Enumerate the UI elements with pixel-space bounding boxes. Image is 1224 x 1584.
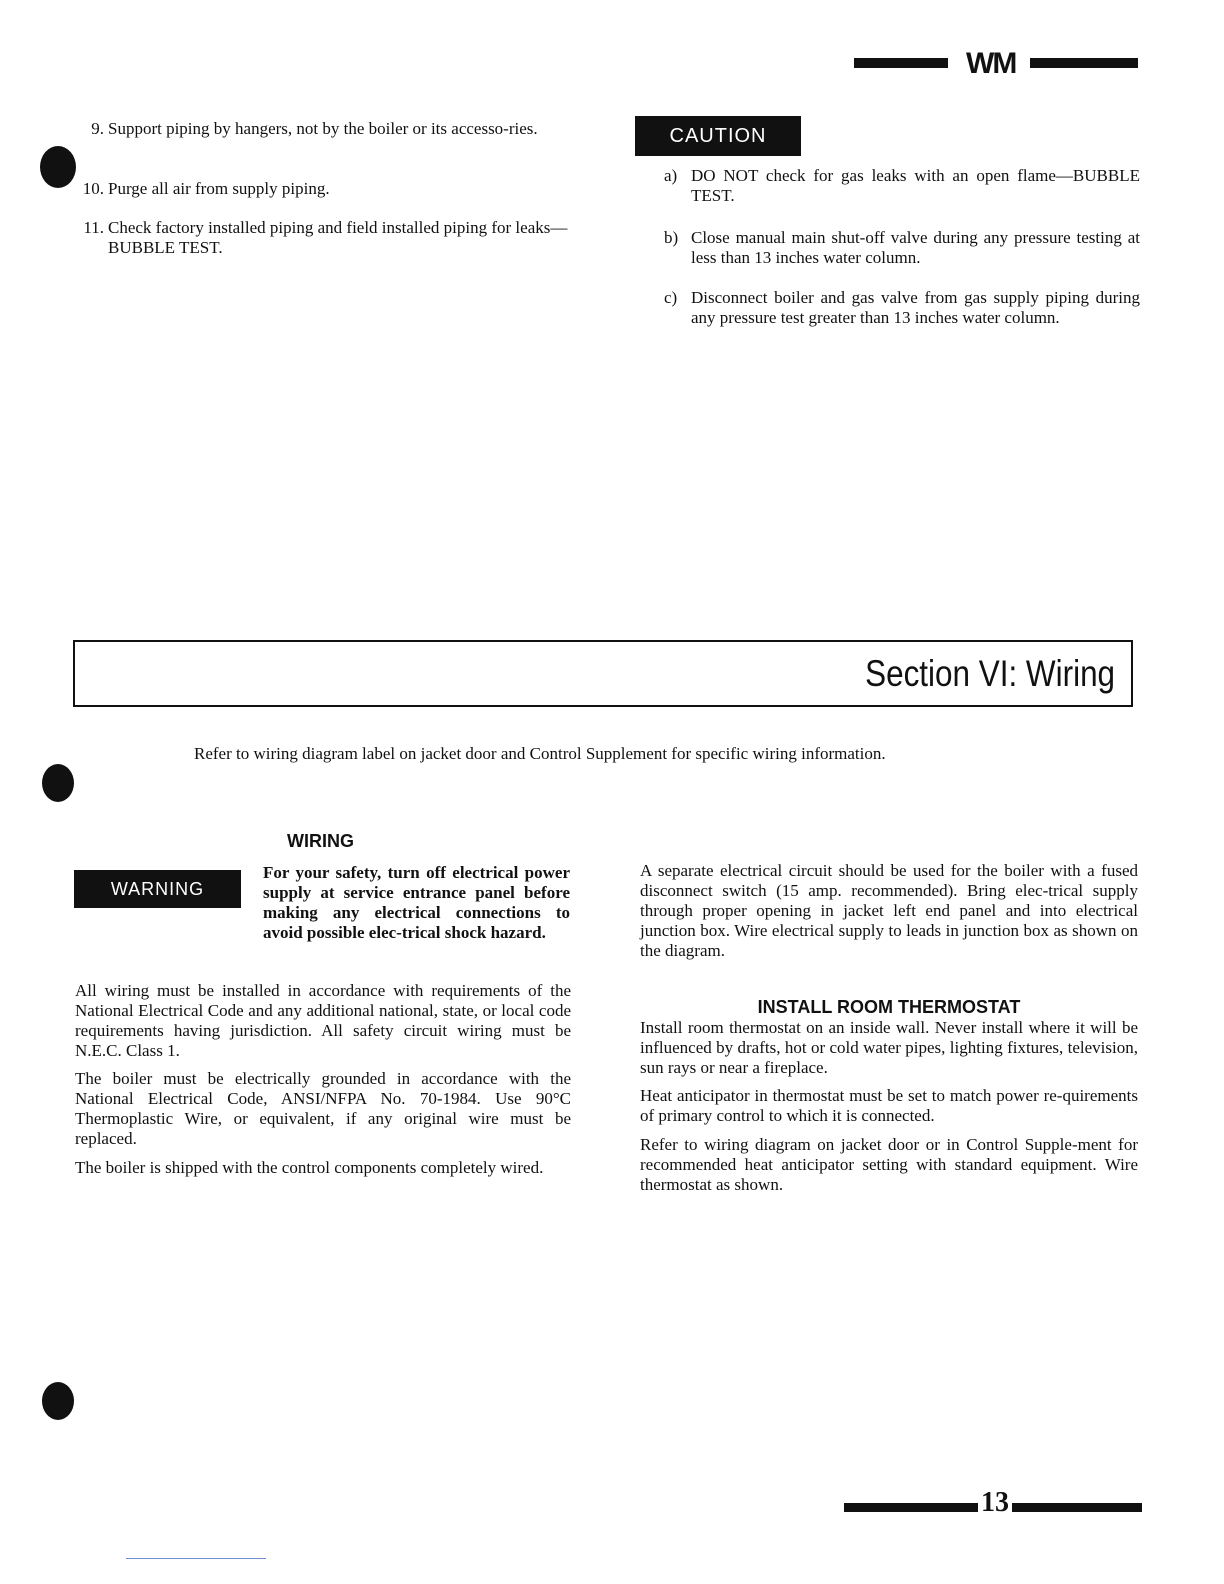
wiring-paragraph: The boiler must be electrically grounded in accordance with the National Electrical Code, ANSI/NFPA No. 70-1984. Use 90°C Thermoplastic Wire, or equivalent, if any original wire must be replaced. — [75, 1069, 571, 1148]
caution-label: CAUTION — [635, 116, 801, 156]
wiring-paragraph: All wiring must be installed in accordance with requirements of the National Electrical Code and any additional national, state, or local code requirements having jurisdiction. All safety circuit wiring must be N.E.C. Class 1. — [75, 981, 571, 1060]
footer-rule — [126, 1558, 266, 1559]
thermostat-heading: INSTALL ROOM THERMOSTAT — [757, 997, 1021, 1017]
thermostat-paragraph: Heat anticipator in thermostat must be set to match power re-quirements of primary control to which it is connected. — [640, 1086, 1138, 1125]
list-item-text: Support piping by hangers, not by the boiler or its accesso-ries. — [108, 119, 538, 138]
list-item-piping-10 — [74, 179, 574, 199]
caution-item-letter: b) — [664, 228, 679, 247]
warning-text: For your safety, turn off electrical power supply at service entrance panel before making any electrical connections to avoid possible elec-trical shock hazard. — [263, 863, 570, 942]
caution-item-c — [664, 288, 1140, 328]
list-item-piping-9 — [74, 119, 574, 159]
page-number: 13 — [981, 1487, 1009, 1518]
caution-item-a — [664, 166, 1140, 206]
binder-hole-icon — [42, 1382, 74, 1420]
wiring-paragraph: The boiler is shipped with the control components completely wired. — [75, 1158, 544, 1177]
brand-logo: WM — [966, 47, 1016, 80]
list-item-number: 9. — [91, 119, 104, 138]
caution-item-text: Close manual main shut-off valve during any pressure testing at less than 13 inches water column. — [691, 228, 1140, 267]
list-item-number: 10. — [82, 179, 104, 198]
caution-item-text: Disconnect boiler and gas valve from gas supply piping during any pressure test greater than 13 inches water column. — [691, 288, 1140, 327]
section-title: Section VI: Wiring — [865, 653, 1115, 694]
footer-bar-left — [844, 1503, 978, 1512]
wiring-heading: WIRING — [287, 831, 354, 851]
thermostat-paragraph: Install room thermostat on an inside wall. Never install where it will be influenced by drafts, hot or cold water pipes, lighting fixtures, television, sun rays or near a fireplace. — [640, 1018, 1138, 1077]
warning-label: WARNING — [74, 870, 241, 908]
wiring-right-paragraph: A separate electrical circuit should be used for the boiler with a fused disconnect switch (15 amp. recommended). Bring elec-trical supply through proper opening in jacket left end panel and into electrical junction box. Wire electrical supply to leads in junction box as shown on the diagram. — [640, 861, 1138, 960]
binder-hole-icon — [42, 764, 74, 802]
thermostat-paragraph: Refer to wiring diagram on jacket door or in Control Supple-ment for recommended heat anticipator setting with standard equipment. Wire thermostat as shown. — [640, 1135, 1138, 1194]
header-bar-right — [1030, 58, 1138, 68]
caution-item-letter: c) — [664, 288, 678, 307]
header-bar-left — [854, 58, 948, 68]
section-header-box — [73, 640, 1133, 707]
caution-item-b — [664, 228, 1140, 268]
footer-bar-right — [1012, 1503, 1142, 1512]
list-item-text: Check factory installed piping and field installed piping for leaks—BUBBLE TEST. — [108, 218, 568, 257]
list-item-piping-11 — [74, 218, 574, 258]
section-intro: Refer to wiring diagram label on jacket door and Control Supplement for specific wiring information. — [194, 744, 886, 763]
list-item-number: 11. — [83, 218, 104, 237]
caution-item-letter: a) — [664, 166, 678, 185]
caution-item-text: DO NOT check for gas leaks with an open flame—BUBBLE TEST. — [691, 166, 1140, 205]
binder-hole-icon — [40, 146, 76, 188]
list-item-text: Purge all air from supply piping. — [108, 179, 330, 198]
